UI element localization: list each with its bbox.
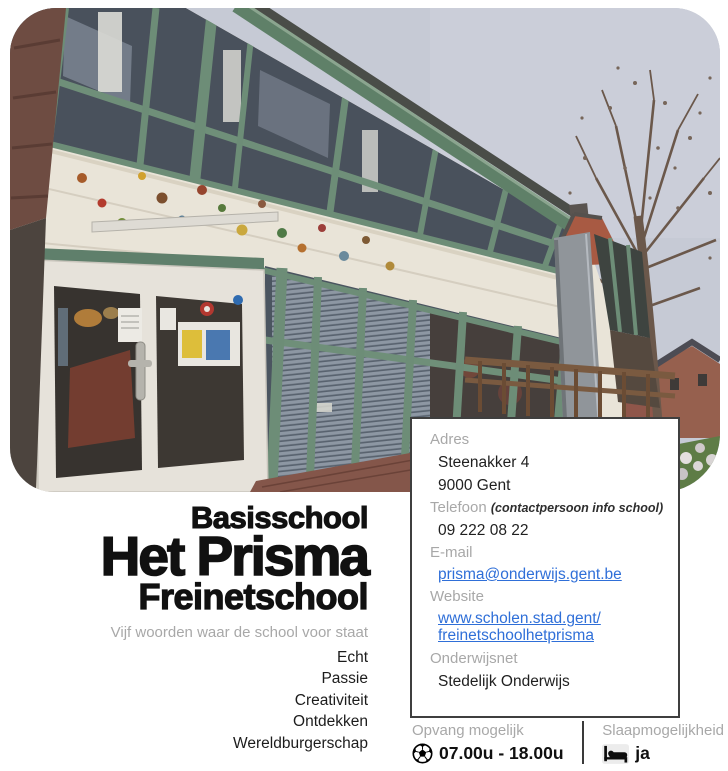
telefoon-value: 09 222 08 22 [438,522,529,539]
website-link[interactable]: www.scholen.stad.gent/ freinetschoolhetprisma [438,610,601,644]
entrance-door [36,248,268,492]
slaap-label: Slaapmogelijkheid [602,722,724,739]
onderwijsnet-value: Stedelijk Onderwijs [438,673,570,690]
telefoon-label: Telefoon (contactpersoon info school) [430,499,664,516]
keyword-item: Passie [321,670,368,688]
email-label: E-mail [430,544,473,561]
keyword-item: Ontdekken [293,713,368,731]
slaap-block [592,721,724,764]
facilities-section [412,721,724,764]
school-type: Basisschool [190,500,368,535]
keywords-intro: Vijf woorden waar de school voor staat [110,624,368,641]
bed-icon [602,744,629,764]
facilities-divider [582,721,584,764]
keyword-item: Wereldburgerschap [233,734,368,752]
keyword-item: Creativiteit [294,691,368,709]
email-link[interactable]: prisma@onderwijs.gent.be [438,566,622,583]
keywords-section [111,624,368,754]
soccer-ball-icon [412,743,433,764]
telefoon-note: (contactpersoon info school) [490,501,664,515]
contact-panel [410,417,680,718]
keyword-item: Echt [336,649,368,666]
opvang-label: Opvang mogelijk [412,722,524,739]
school-title [100,500,368,617]
school-name: Het Prisma [100,525,368,587]
adres-city: 9000 Gent [438,477,511,494]
website-label: Website [430,588,484,605]
slaap-value: ja [635,743,650,763]
opvang-block [412,721,582,764]
opvang-value: 07.00u - 18.00u [439,743,564,763]
adres-street: Steenakker 4 [438,454,530,471]
adres-label: Adres [430,431,470,448]
onderwijsnet-label: Onderwijsnet [430,650,518,667]
school-subtype: Freinetschool [138,576,368,617]
